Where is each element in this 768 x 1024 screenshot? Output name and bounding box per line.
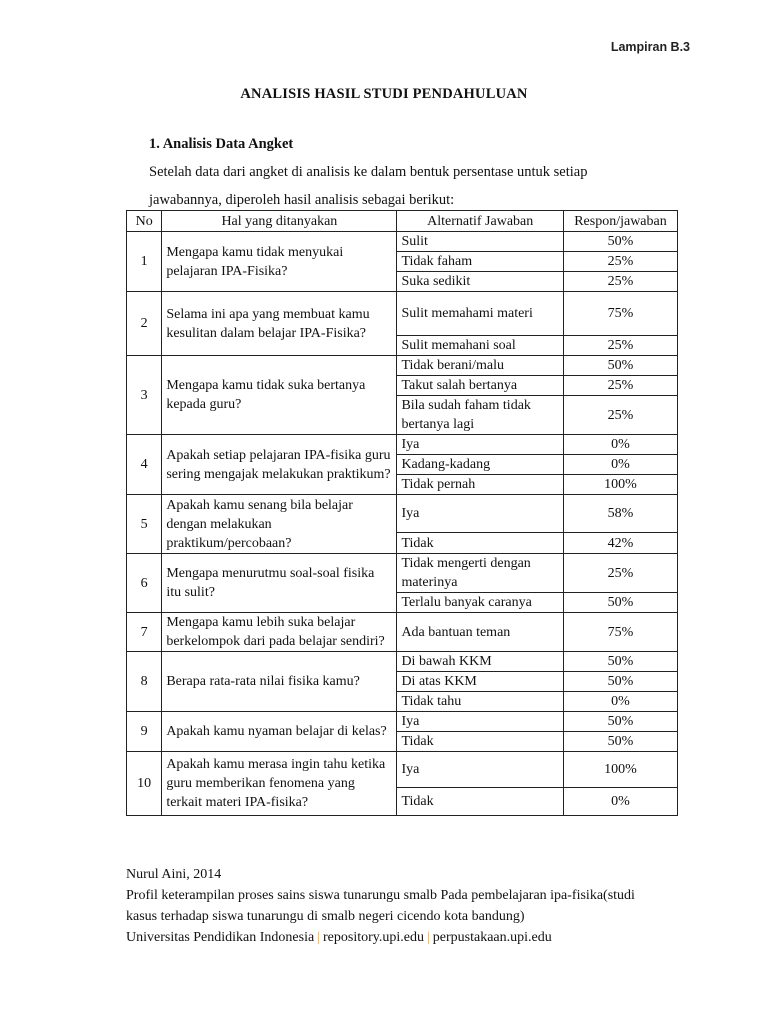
response-cell: 25% — [563, 252, 677, 272]
row-number: 3 — [127, 356, 162, 435]
row-number: 6 — [127, 554, 162, 613]
answer-cell: Bila sudah faham tidak bertanya lagi — [397, 396, 564, 435]
response-cell: 0% — [563, 692, 677, 712]
table-row — [127, 613, 678, 652]
question-cell: Mengapa menurutmu soal-soal fisika itu sulit? — [162, 554, 397, 613]
table-row — [127, 495, 678, 533]
page-footer — [126, 864, 635, 948]
intro-line-1: Setelah data dari angket di analisis ke dalam bentuk persentase untuk setiap — [149, 164, 588, 180]
answer-cell: Tidak — [397, 533, 564, 554]
header-response: Respon/jawaban — [563, 211, 677, 232]
answer-cell: Di atas KKM — [397, 672, 564, 692]
answer-cell: Terlalu banyak caranya — [397, 593, 564, 613]
answer-cell: Tidak tahu — [397, 692, 564, 712]
response-cell: 50% — [563, 356, 677, 376]
answer-cell: Iya — [397, 752, 564, 788]
response-cell: 50% — [563, 652, 677, 672]
intro-paragraph — [149, 158, 649, 214]
table-row — [127, 554, 678, 593]
question-cell: Berapa rata-rata nilai fisika kamu? — [162, 652, 397, 712]
table-row — [127, 712, 678, 732]
response-cell: 50% — [563, 712, 677, 732]
footer-repository-link[interactable]: repository.upi.edu — [323, 930, 424, 945]
response-cell: 75% — [563, 613, 677, 652]
answer-cell: Di bawah KKM — [397, 652, 564, 672]
page-title: ANALISIS HASIL STUDI PENDAHULUAN — [240, 86, 528, 102]
table-row — [127, 292, 678, 336]
response-cell: 25% — [563, 396, 677, 435]
table-row — [127, 232, 678, 252]
appendix-label: Lampiran B.3 — [610, 40, 690, 54]
response-cell: 50% — [563, 672, 677, 692]
response-cell: 25% — [563, 376, 677, 396]
response-cell: 25% — [563, 336, 677, 356]
table-row — [127, 752, 678, 788]
footer-separator: | — [426, 930, 430, 945]
response-cell: 58% — [563, 495, 677, 533]
footer-author: Nurul Aini, 2014 — [126, 867, 222, 882]
footer-university: Universitas Pendidikan Indonesia — [126, 930, 315, 945]
answer-cell: Tidak faham — [397, 252, 564, 272]
row-number: 10 — [127, 752, 162, 816]
answer-cell: Tidak mengerti dengan materinya — [397, 554, 564, 593]
row-number: 9 — [127, 712, 162, 752]
response-cell: 0% — [563, 788, 677, 816]
response-cell: 75% — [563, 292, 677, 336]
section-heading: 1. Analisis Data Angket — [149, 136, 294, 152]
header-alternative: Alternatif Jawaban — [397, 211, 564, 232]
answer-cell: Tidak pernah — [397, 475, 564, 495]
footer-library-link[interactable]: perpustakaan.upi.edu — [432, 930, 552, 945]
question-cell: Mengapa kamu tidak suka bertanya kepada guru? — [162, 356, 397, 435]
answer-cell: Ada bantuan teman — [397, 613, 564, 652]
survey-results-table — [126, 210, 678, 816]
header-no: No — [127, 211, 162, 232]
response-cell: 50% — [563, 232, 677, 252]
row-number: 8 — [127, 652, 162, 712]
row-number: 1 — [127, 232, 162, 292]
answer-cell: Iya — [397, 712, 564, 732]
response-cell: 50% — [563, 732, 677, 752]
row-number: 4 — [127, 435, 162, 495]
answer-cell: Sulit — [397, 232, 564, 252]
response-cell: 25% — [563, 272, 677, 292]
response-cell: 50% — [563, 593, 677, 613]
table-header-row — [127, 211, 678, 232]
footer-separator: | — [317, 930, 320, 945]
table-row — [127, 435, 678, 455]
answer-cell: Iya — [397, 495, 564, 533]
question-cell: Apakah kamu senang bila belajar dengan melakukan praktikum/percobaan? — [162, 495, 397, 554]
answer-cell: Suka sedikit — [397, 272, 564, 292]
row-number: 5 — [127, 495, 162, 554]
header-question: Hal yang ditanyakan — [162, 211, 397, 232]
response-cell: 100% — [563, 752, 677, 788]
response-cell: 0% — [563, 435, 677, 455]
question-cell: Apakah setiap pelajaran IPA-fisika guru sering mengajak melakukan praktikum? — [162, 435, 397, 495]
answer-cell: Tidak — [397, 732, 564, 752]
question-cell: Selama ini apa yang membuat kamu kesulitan dalam belajar IPA-Fisika? — [162, 292, 397, 356]
question-cell: Apakah kamu merasa ingin tahu ketika guru memberikan fenomena yang terkait materi IPA-fisika? — [162, 752, 397, 816]
response-cell: 42% — [563, 533, 677, 554]
answer-cell: Sulit memahami materi — [397, 292, 564, 336]
footer-publisher-line — [126, 927, 635, 948]
response-cell: 0% — [563, 455, 677, 475]
table-row — [127, 356, 678, 376]
question-cell: Apakah kamu nyaman belajar di kelas? — [162, 712, 397, 752]
footer-thesis-line-2: kasus terhadap siswa tunarungu di smalb negeri cicendo kota bandung) — [126, 909, 525, 924]
footer-thesis-line-1: Profil keterampilan proses sains siswa tunarungu smalb Pada pembelajaran ipa-fisika(studi — [126, 888, 635, 903]
answer-cell: Tidak berani/malu — [397, 356, 564, 376]
table-row — [127, 652, 678, 672]
row-number: 2 — [127, 292, 162, 356]
question-cell: Mengapa kamu tidak menyukai pelajaran IPA-Fisika? — [162, 232, 397, 292]
answer-cell: Iya — [397, 435, 564, 455]
intro-line-2: jawabannya, diperoleh hasil analisis sebagai berikut: — [149, 192, 455, 208]
answer-cell: Tidak — [397, 788, 564, 816]
answer-cell: Takut salah bertanya — [397, 376, 564, 396]
row-number: 7 — [127, 613, 162, 652]
answer-cell: Sulit memahani soal — [397, 336, 564, 356]
response-cell: 100% — [563, 475, 677, 495]
answer-cell: Kadang-kadang — [397, 455, 564, 475]
question-cell: Mengapa kamu lebih suka belajar berkelompok dari pada belajar sendiri? — [162, 613, 397, 652]
response-cell: 25% — [563, 554, 677, 593]
